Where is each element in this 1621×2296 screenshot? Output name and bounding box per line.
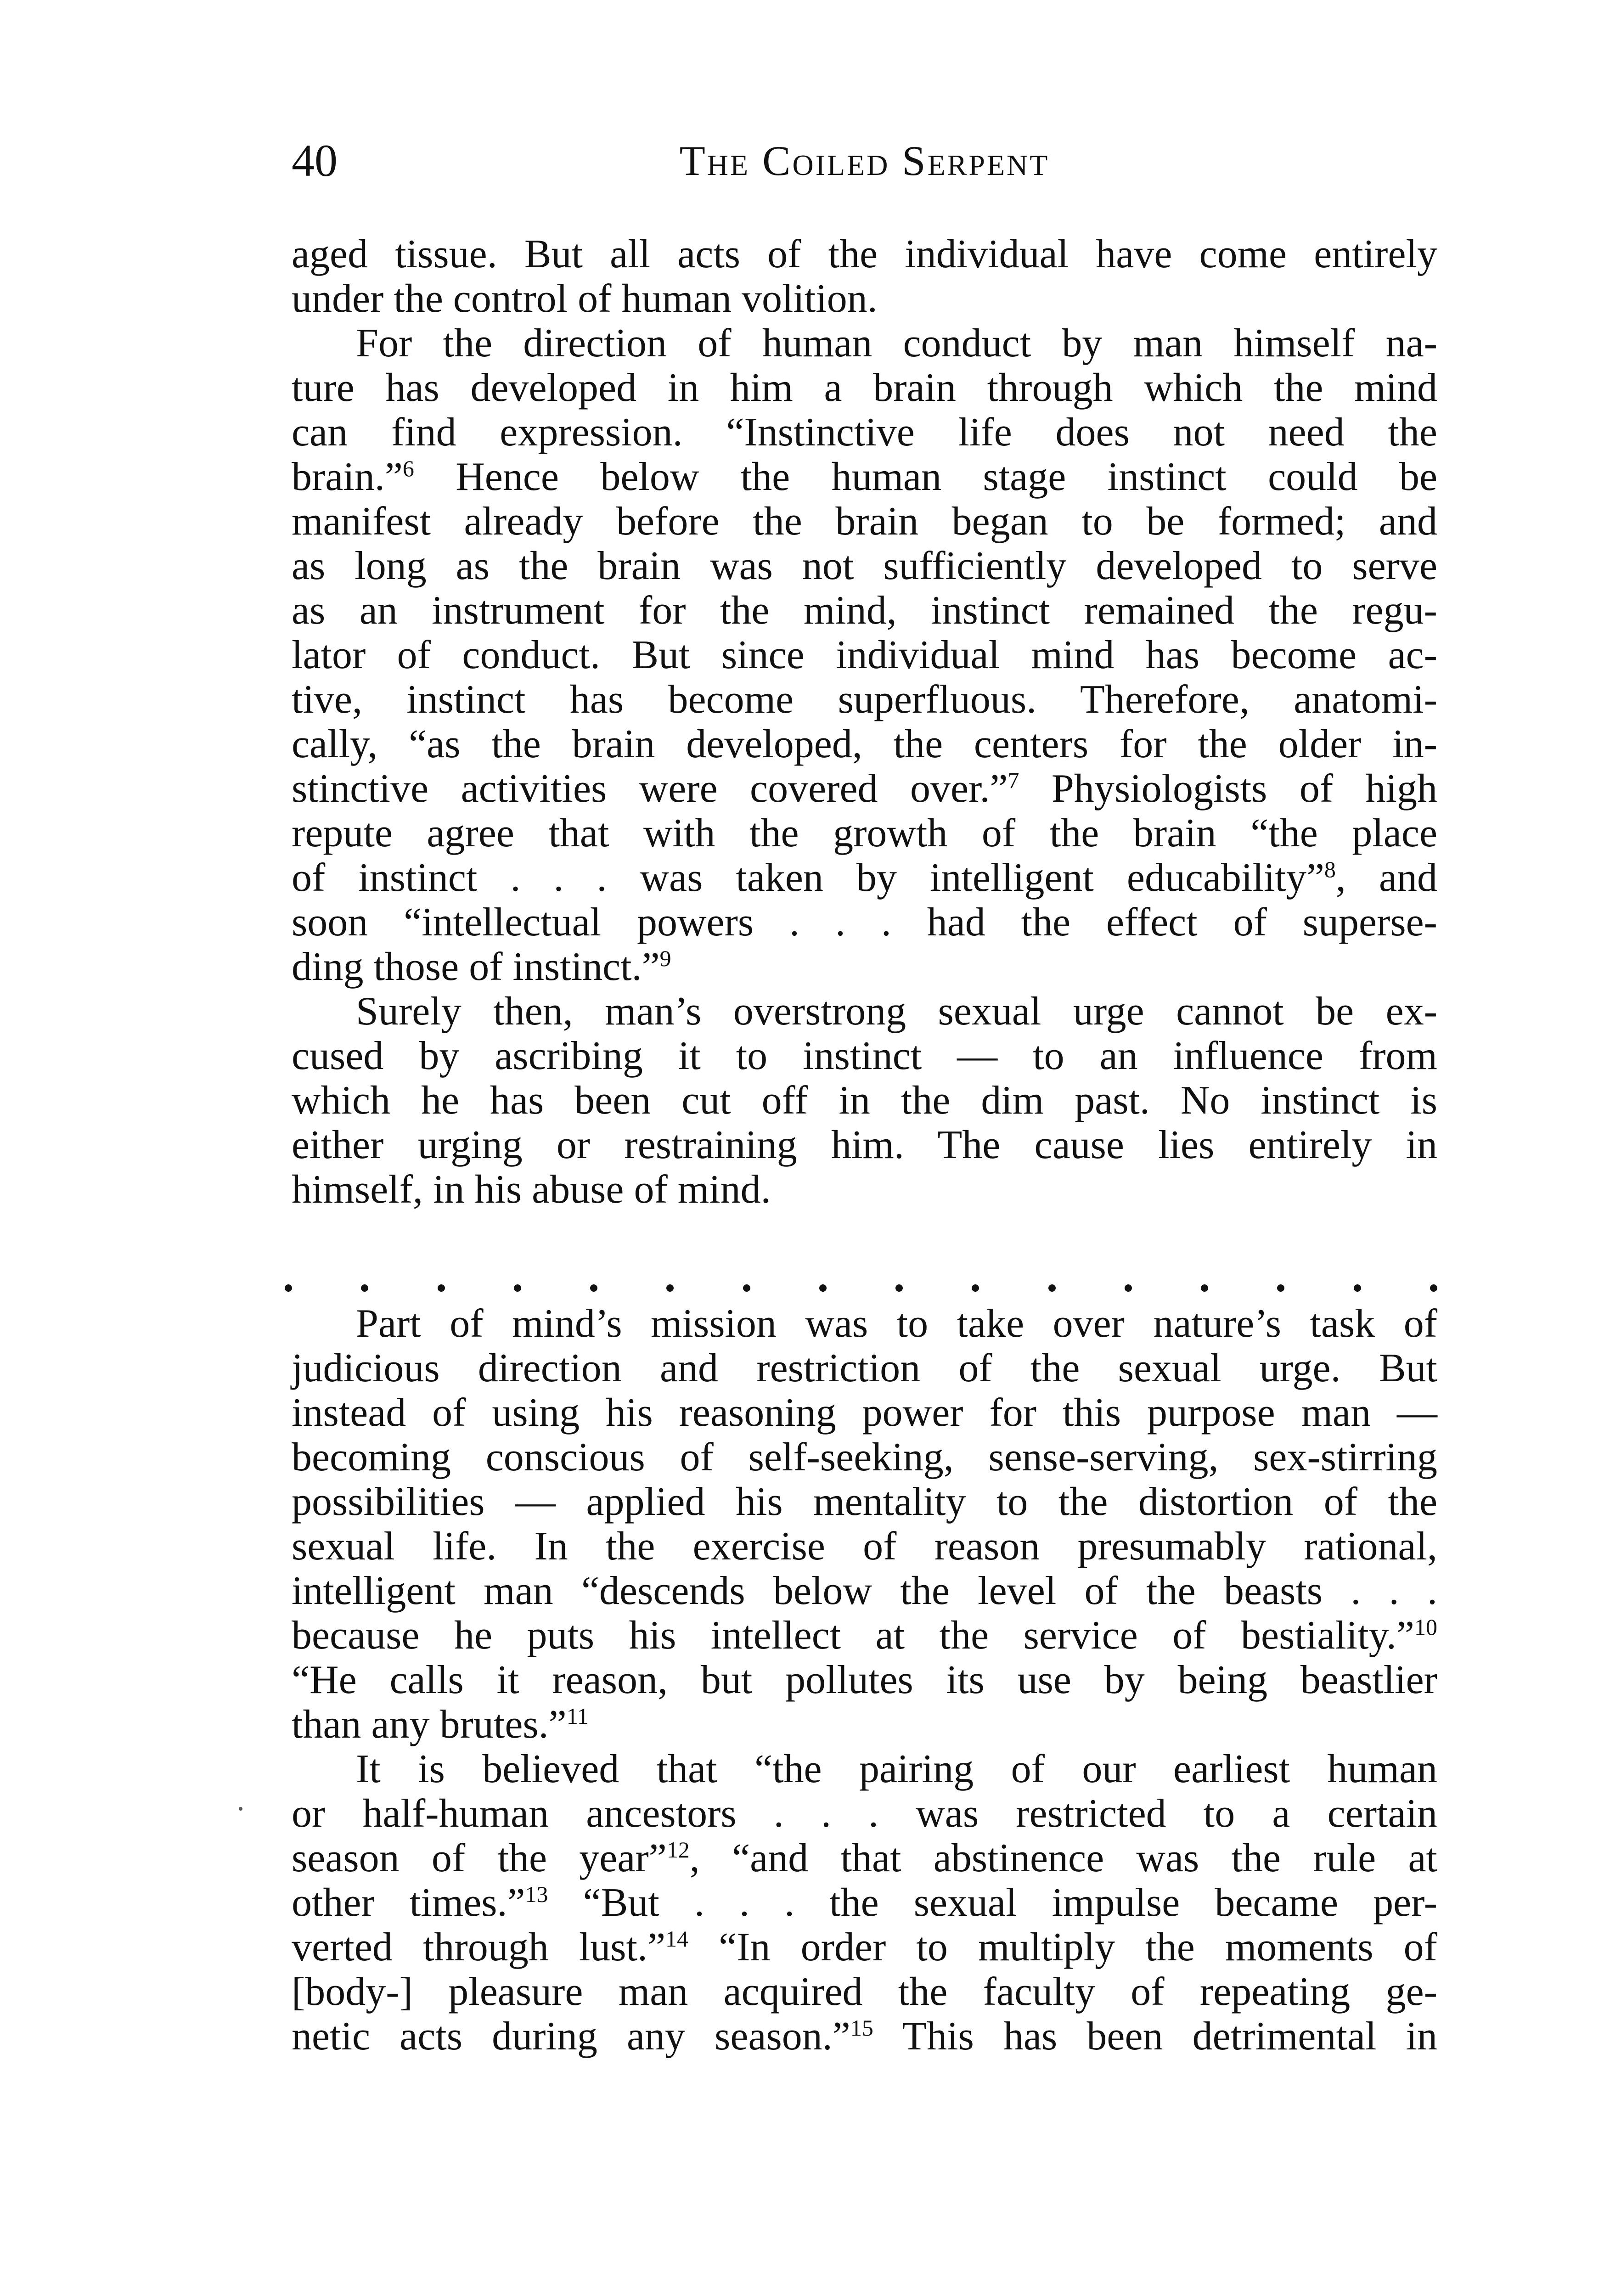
text-line	[292, 1925, 1437, 1970]
text-line	[292, 1880, 1437, 1925]
text-line: [body-] pleasure man acquired the faculty of repeating ge-	[292, 1970, 1437, 2014]
text-line: becoming conscious of self-seeking, sense-serving, sex-stirring	[292, 1435, 1437, 1480]
margin-speck	[239, 1807, 242, 1811]
text-line: under the control of human volition.	[292, 276, 878, 321]
text-line: soon “intellectual powers . . . had the effect of superse-	[292, 900, 1437, 945]
text-line: or half-human ancestors . . . was restricted to a certain	[292, 1791, 1437, 1836]
ornament-dot	[666, 1284, 674, 1292]
ornament-dot	[1048, 1284, 1056, 1292]
text-line: cally, “as the brain developed, the centers for the older in-	[292, 722, 1437, 766]
text-segment: “In order to multiply the moments of	[688, 1925, 1437, 1970]
text-line: either urging or restraining him. The cause lies entirely in	[292, 1123, 1437, 1167]
ornament-dot	[1201, 1284, 1208, 1292]
footnote-marker: 14	[665, 1926, 689, 1952]
page-header	[292, 131, 1437, 191]
text-line: judicious direction and restriction of the sexual urge. But	[292, 1346, 1437, 1390]
paragraph	[292, 232, 1437, 321]
ornament-dot	[361, 1284, 368, 1292]
ornament-dot	[1277, 1284, 1284, 1292]
text-segment: , and	[1335, 855, 1438, 900]
paragraph	[292, 1301, 1437, 1747]
text-line: ture has developed in him a brain through which the mind	[292, 366, 1437, 410]
text-line: Surely then, man’s overstrong sexual urge cannot be ex-	[356, 989, 1437, 1034]
running-head: The Coiled Serpent	[679, 137, 1050, 184]
text-line: repute agree that with the growth of the brain “the place	[292, 811, 1437, 855]
footnote-marker: 6	[402, 456, 414, 481]
text-line: can find expression. “Instinctive life does not need the	[292, 410, 1437, 455]
paragraph	[292, 1747, 1437, 2059]
paragraph	[292, 989, 1437, 1212]
text-line: Part of mind’s mission was to take over nature’s task of	[356, 1301, 1437, 1346]
footnote-marker: 7	[1007, 767, 1019, 793]
text-line	[292, 1613, 1437, 1658]
footnote-marker: 13	[525, 1881, 548, 1907]
ornament-dot	[285, 1284, 292, 1292]
text-segment: Physiologists of high	[1019, 766, 1437, 811]
text-segment: verted through lust.”	[292, 1925, 666, 1970]
text-segment: season of the year”	[292, 1836, 667, 1880]
ornament-dot	[1430, 1284, 1437, 1292]
text-segment: netic acts during any season.”	[292, 2014, 850, 2059]
footnote-marker: 10	[1414, 1614, 1437, 1640]
footnote-marker: 9	[659, 945, 671, 971]
footnote-marker: 11	[566, 1703, 589, 1729]
text-segment: than any brutes.”	[292, 1702, 567, 1747]
paragraph	[292, 321, 1437, 989]
text-line: sexual life. In the exercise of reason presumably rational,	[292, 1524, 1437, 1569]
body-text	[292, 232, 1437, 2059]
text-line	[292, 766, 1437, 811]
text-line	[292, 2014, 1437, 2059]
ornament-dot	[1125, 1284, 1132, 1292]
text-line: himself, in his abuse of mind.	[292, 1167, 771, 1212]
text-line: For the direction of human conduct by man himself na-	[356, 321, 1437, 366]
text-line: cused by ascribing it to instinct — to an influence from	[292, 1034, 1437, 1078]
text-line	[292, 1702, 1437, 1747]
text-segment: of instinct . . . was taken by intelligent educability”	[292, 855, 1324, 900]
ornament-dot	[438, 1284, 445, 1292]
ornament-dot	[819, 1284, 827, 1292]
text-segment: brain.”	[292, 455, 403, 499]
footnote-marker: 8	[1324, 856, 1336, 882]
text-segment: Hence below the human stage instinct could be	[414, 455, 1437, 499]
text-segment: ding those of instinct.”	[292, 945, 660, 989]
section-break-dots	[285, 1274, 1437, 1302]
text-segment: , “and that abstinence was the rule at	[689, 1836, 1438, 1880]
text-line	[292, 855, 1437, 900]
text-segment: other times.”	[292, 1880, 525, 1925]
ornament-dot	[972, 1284, 979, 1292]
text-line: tive, instinct has become superfluous. Therefore, anatomi-	[292, 677, 1437, 722]
ornament-dot	[1354, 1284, 1361, 1292]
ornament-dot	[895, 1284, 903, 1292]
text-line: It is believed that “the pairing of our earliest human	[356, 1747, 1437, 1791]
text-line: instead of using his reasoning power for this purpose man —	[292, 1390, 1437, 1435]
ornament-dot	[743, 1284, 750, 1292]
page-number: 40	[292, 135, 338, 186]
text-line	[292, 455, 1437, 499]
text-segment: stinctive activities were covered over.”	[292, 766, 1008, 811]
text-line: “He calls it reason, but pollutes its use by being beastlier	[292, 1658, 1437, 1702]
text-line	[292, 945, 1437, 989]
footnote-marker: 12	[666, 1837, 690, 1863]
footnote-marker: 15	[850, 2015, 873, 2041]
text-segment: This has been detrimental in	[873, 2014, 1437, 2059]
ornament-dot	[514, 1284, 521, 1292]
text-line	[292, 1836, 1437, 1880]
text-line: as long as the brain was not sufficiently developed to serve	[292, 544, 1437, 588]
text-segment: “But . . . the sexual impulse became per-	[548, 1880, 1437, 1925]
text-line: aged tissue. But all acts of the individual have come entirely	[292, 232, 1437, 276]
text-line: as an instrument for the mind, instinct remained the regu-	[292, 588, 1437, 633]
ornament-dot	[590, 1284, 597, 1292]
text-segment: because he puts his intellect at the service of bestiality.”	[292, 1613, 1414, 1658]
text-line: intelligent man “descends below the level of the beasts . . .	[292, 1569, 1437, 1613]
text-line: lator of conduct. But since individual mind has become ac-	[292, 633, 1437, 677]
text-line: manifest already before the brain began to be formed; and	[292, 499, 1437, 544]
text-line: possibilities — applied his mentality to the distortion of the	[292, 1480, 1437, 1524]
text-line: which he has been cut off in the dim past. No instinct is	[292, 1078, 1437, 1123]
